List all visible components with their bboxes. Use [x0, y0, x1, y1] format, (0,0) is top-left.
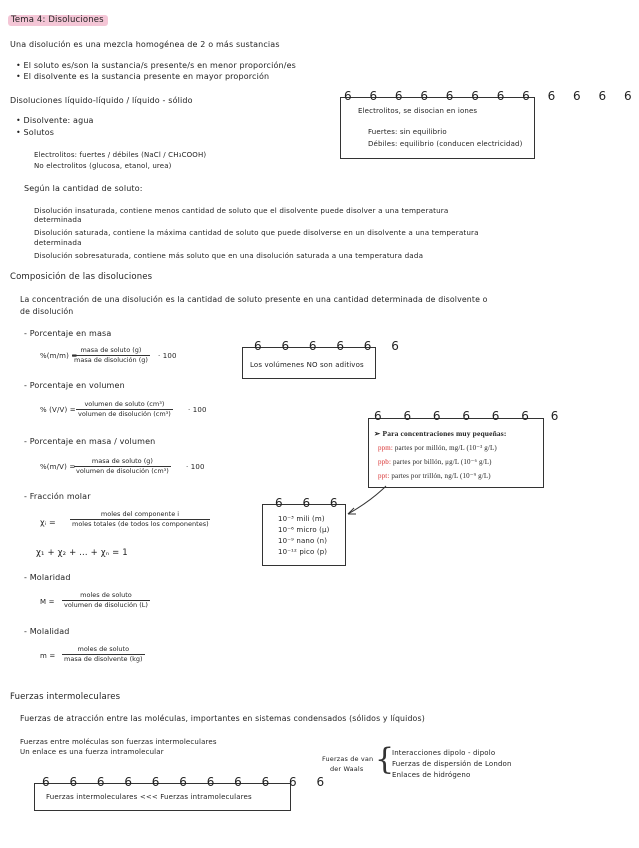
ppt-label: ppt: [378, 472, 390, 480]
vdw-item-dipolo: Interacciones dipolo - dipolo [392, 749, 496, 757]
masa-volumen-denominator: volumen de disolución (cm³) [76, 467, 169, 475]
volumen-numerator: volumen de soluto (cm³) [76, 400, 173, 410]
vdw-item-hidrogeno: Enlaces de hidrógeno [392, 771, 471, 779]
volumen-fraction [76, 400, 173, 419]
prefix-nano: 10⁻⁹ nano (n) [278, 537, 328, 545]
electro-note-line2: Fuertes: sin equilibrio [368, 128, 447, 136]
disolvente-agua: • Disolvente: agua [16, 116, 94, 125]
vdw-label-line2: der Waals [330, 765, 364, 773]
disolvente-bullet: • El disolvente es la sustancia presente en mayor proporción [16, 72, 270, 81]
fuerzas-compare-text: Fuerzas intermoleculares <<< Fuerzas intramoleculares [46, 793, 252, 801]
arrow-icon [342, 484, 392, 520]
ppb-row [378, 457, 492, 467]
masa-lhs: %(m/m) = [40, 352, 78, 360]
electro-note-line1: Electrolitos, se disocian en iones [358, 107, 478, 115]
no-electrolitos-line: No electrolitos (glucosa, etanol, urea) [34, 162, 172, 170]
ppt-row [378, 471, 491, 481]
molaridad-numerator: moles de soluto [62, 591, 150, 601]
masa-volumen-factor: · 100 [186, 463, 205, 471]
fraccion-lhs: χᵢ = [40, 518, 56, 527]
spiral-rings-icon: 6 6 6 6 6 6 6 6 6 6 6 6 [344, 89, 639, 103]
insaturada-line2: determinada [34, 215, 82, 224]
masa-denominator: masa de disolución (g) [74, 356, 148, 364]
spiral-rings-icon: 6 6 6 6 6 6 6 [374, 409, 568, 423]
cantidad-heading: Según la cantidad de soluto: [24, 184, 143, 193]
electrolitos-line: Electrolitos: fuertes / débiles (NaCl / CH₃COOH) [34, 151, 207, 159]
spiral-rings-icon: 6 6 6 [275, 496, 346, 510]
masa-numerator: masa de soluto (g) [72, 346, 150, 356]
fraccion-sum: χ₁ + χ₂ + ... + χₙ = 1 [36, 548, 128, 558]
molaridad-lhs: M = [40, 598, 55, 606]
masa-volumen-numerator: masa de soluto (g) [74, 457, 171, 467]
fuerzas-heading: Fuerzas intermoleculares [10, 692, 121, 702]
ppm-label: ppm: [378, 444, 393, 452]
definition-text: Una disolución es una mezcla homogénea de 2 o más sustancias [10, 40, 280, 49]
ppm-row [378, 443, 497, 453]
vdw-item-london: Fuerzas de dispersión de London [392, 760, 512, 768]
prefix-pico: 10⁻¹² pico (p) [278, 548, 328, 556]
concentracion-line2: de disolución [20, 307, 74, 316]
masa-volumen-lhs: %(m/V) = [40, 463, 76, 471]
fuerzas-definition: Fuerzas de atracción entre las moléculas, importantes en sistemas condensados (sólidos y líquidos) [20, 714, 425, 723]
ppm-text: partes por millón, mg/L (10⁻³ g/L) [394, 444, 497, 452]
molalidad-numerator: moles de soluto [62, 645, 145, 655]
volumenes-note-text: Los volúmenes NO son aditivos [250, 361, 364, 369]
electro-note-line3: Débiles: equilibrio (conducen electricidad) [368, 140, 523, 148]
insaturada-line1: Disolución insaturada, contiene menos cantidad de soluto que el disolvente puede disolver a una temperatura [34, 206, 449, 215]
fraccion-fraction [70, 510, 210, 529]
molaridad-fraction [62, 591, 150, 610]
volumen-label: - Porcentaje en volumen [24, 381, 125, 390]
prefix-micro: 10⁻⁶ micro (μ) [278, 526, 330, 534]
molalidad-denominator: masa de disolvente (kg) [64, 655, 143, 663]
spiral-rings-icon: 6 6 6 6 6 6 [254, 339, 407, 353]
masa-fraction [72, 346, 150, 365]
prefix-mili: 10⁻³ mili (m) [278, 515, 325, 523]
types-heading: Disoluciones líquido-líquido / líquido - sólido [10, 96, 193, 105]
vdw-label-line1: Fuerzas de van [322, 755, 374, 763]
page-title: Tema 4: Disoluciones [8, 15, 108, 25]
soluto-bullet: • El soluto es/son la sustancia/s presente/s en menor proporción/es [16, 61, 296, 70]
spiral-rings-icon: 6 6 6 6 6 6 6 6 6 6 6 [42, 775, 333, 789]
masa-factor: · 100 [158, 352, 177, 360]
volumen-lhs: % (V/V) = [40, 406, 76, 414]
fraccion-numerator: moles del componente i [70, 510, 210, 520]
saturada-line2: determinada [34, 238, 82, 247]
masa-volumen-fraction [74, 457, 171, 476]
concentracion-line1: La concentración de una disolución es la cantidad de soluto presente en una cantidad determinada de disolvente o [20, 295, 488, 304]
molalidad-label: - Molalidad [24, 627, 70, 636]
sobresaturada-line: Disolución sobresaturada, contiene más soluto que en una disolución saturada a una temperatura dada [34, 251, 424, 260]
molaridad-label: - Molaridad [24, 573, 71, 582]
volumen-denominator: volumen de disolución (cm³) [78, 410, 171, 418]
composicion-heading: Composición de las disoluciones [10, 272, 153, 282]
molalidad-fraction [62, 645, 145, 664]
masa-label: - Porcentaje en masa [24, 329, 112, 338]
small-conc-heading: ➢ Para concentraciones muy pequeñas: [374, 429, 507, 438]
ppb-label: ppb: [378, 458, 392, 466]
molaridad-denominator: volumen de disolución (L) [64, 601, 148, 609]
masa-volumen-label: - Porcentaje en masa / volumen [24, 437, 156, 446]
ppb-text: partes por billón, μg/L (10⁻⁶ g/L) [392, 458, 492, 466]
molalidad-lhs: m = [40, 652, 56, 660]
brace-icon: { [375, 742, 395, 777]
fuerzas-line2: Un enlace es una fuerza intramolecular [20, 748, 164, 756]
ppt-text: partes por trillón, ng/L (10⁻⁹ g/L) [391, 472, 491, 480]
solutos-bullet: • Solutos [16, 128, 55, 137]
fraccion-denominator: moles totales (de todos los componentes) [72, 520, 209, 528]
fuerzas-line1: Fuerzas entre moléculas son fuerzas intermoleculares [20, 738, 217, 746]
fraccion-label: - Fracción molar [24, 492, 91, 501]
volumen-factor: · 100 [188, 406, 207, 414]
saturada-line1: Disolución saturada, contiene la máxima cantidad de soluto que puede disolverse en un disolvente a una temperatura [34, 228, 479, 237]
